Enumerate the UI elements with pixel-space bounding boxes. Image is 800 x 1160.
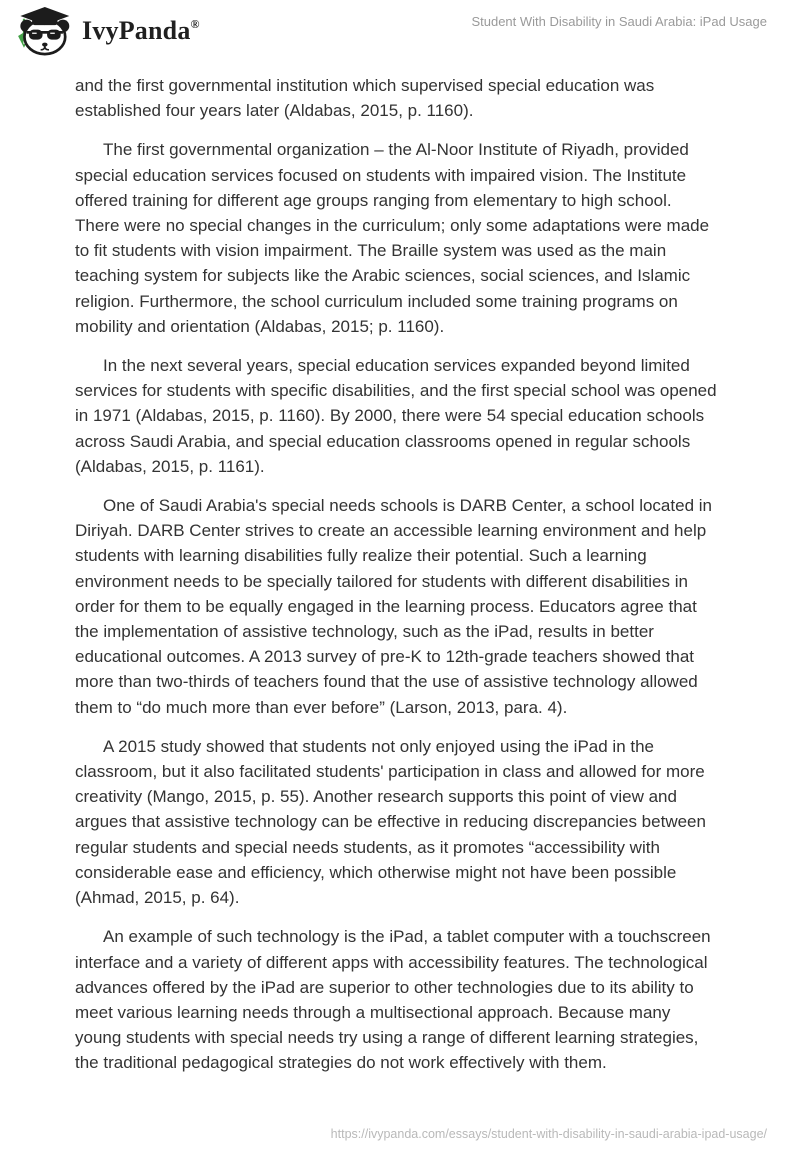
brand-name: [82, 18, 200, 44]
header: [0, 0, 800, 64]
footer: [331, 1125, 767, 1143]
ivypanda-logo-icon: [14, 6, 72, 56]
essay-paragraph: A 2015 study showed that students not only enjoyed using the iPad in the classroom, but it also facilitated students' participation in class and allowed for more creativity (Mango, 2015, p. 55). Another research supports this point of view and argues that assistive technology can be effective in reducing discrepancies between regular students and special needs students, as it promotes “accessibility with considerable ease and efficiency, which otherwise might not have been possible (Ahmad, 2015, p. 64).: [75, 736, 706, 908]
brand-name-text: IvyPanda: [82, 16, 191, 45]
essay-paragraph: In the next several years, special education services expanded beyond limited services for students with specific disabilities, and the first special school was opened in 1971 (Aldabas, 2015, p. 1160). By 2000, there were 54 special education schools across Saudi Arabia, and special education classrooms opened in regular schools (Aldabas, 2015, p. 1161).: [75, 356, 717, 476]
registered-mark: ®: [190, 17, 200, 31]
source-url[interactable]: https://ivypanda.com/essays/student-with-disability-in-saudi-arabia-ipad-usage/: [330, 1127, 767, 1141]
essay-body: [0, 64, 725, 1076]
essay-paragraph: An example of such technology is the iPad, a tablet computer with a touchscreen interface and a variety of different apps with accessibility features. The technological advances offered by the iPad are superior to other technologies due to its ability to meet various learning needs through a multisectional approach. Because many young students with special needs try using a range of different learning strategies, the traditional pedagogical strategies do not work effectively with them.: [75, 927, 711, 1073]
essay-paragraph: One of Saudi Arabia's special needs schools is DARB Center, a school located in Diriyah. DARB Center strives to create an accessible learning environment and help students with learning disabilities fully realize their potential. Such a learning environment needs to be specially tailored for students with different disabilities in order for them to be equally engaged in the learning process. Educators agree that the implementation of assistive technology, such as the iPad, results in better educational outcomes. A 2013 survey of pre-K to 12th-grade teachers showed that more than two-thirds of teachers found that the use of assistive technology allowed them to “do much more than ever before” (Larson, 2013, para. 4).: [75, 496, 712, 717]
document-title: Student With Disability in Saudi Arabia: iPad Usage: [471, 14, 767, 29]
essay-paragraph: The first governmental organization – the Al-Noor Institute of Riyadh, provided special education services focused on students with impaired vision. The Institute offered training for different age groups ranging from elementary to high school. There were no special changes in the curriculum; only some adaptations were made to fit students with vision impairment. The Braille system was used as the main teaching system for subjects like the Arabic sciences, social sciences, and Islamic religion. Furthermore, the school curriculum included some training programs on mobility and orientation (Aldabas, 2015; p. 1160).: [75, 140, 710, 336]
brand[interactable]: [14, 6, 200, 56]
essay-paragraph: and the first governmental institution which supervised special education was established four years later (Aldabas, 2015, p. 1160).: [75, 76, 655, 121]
